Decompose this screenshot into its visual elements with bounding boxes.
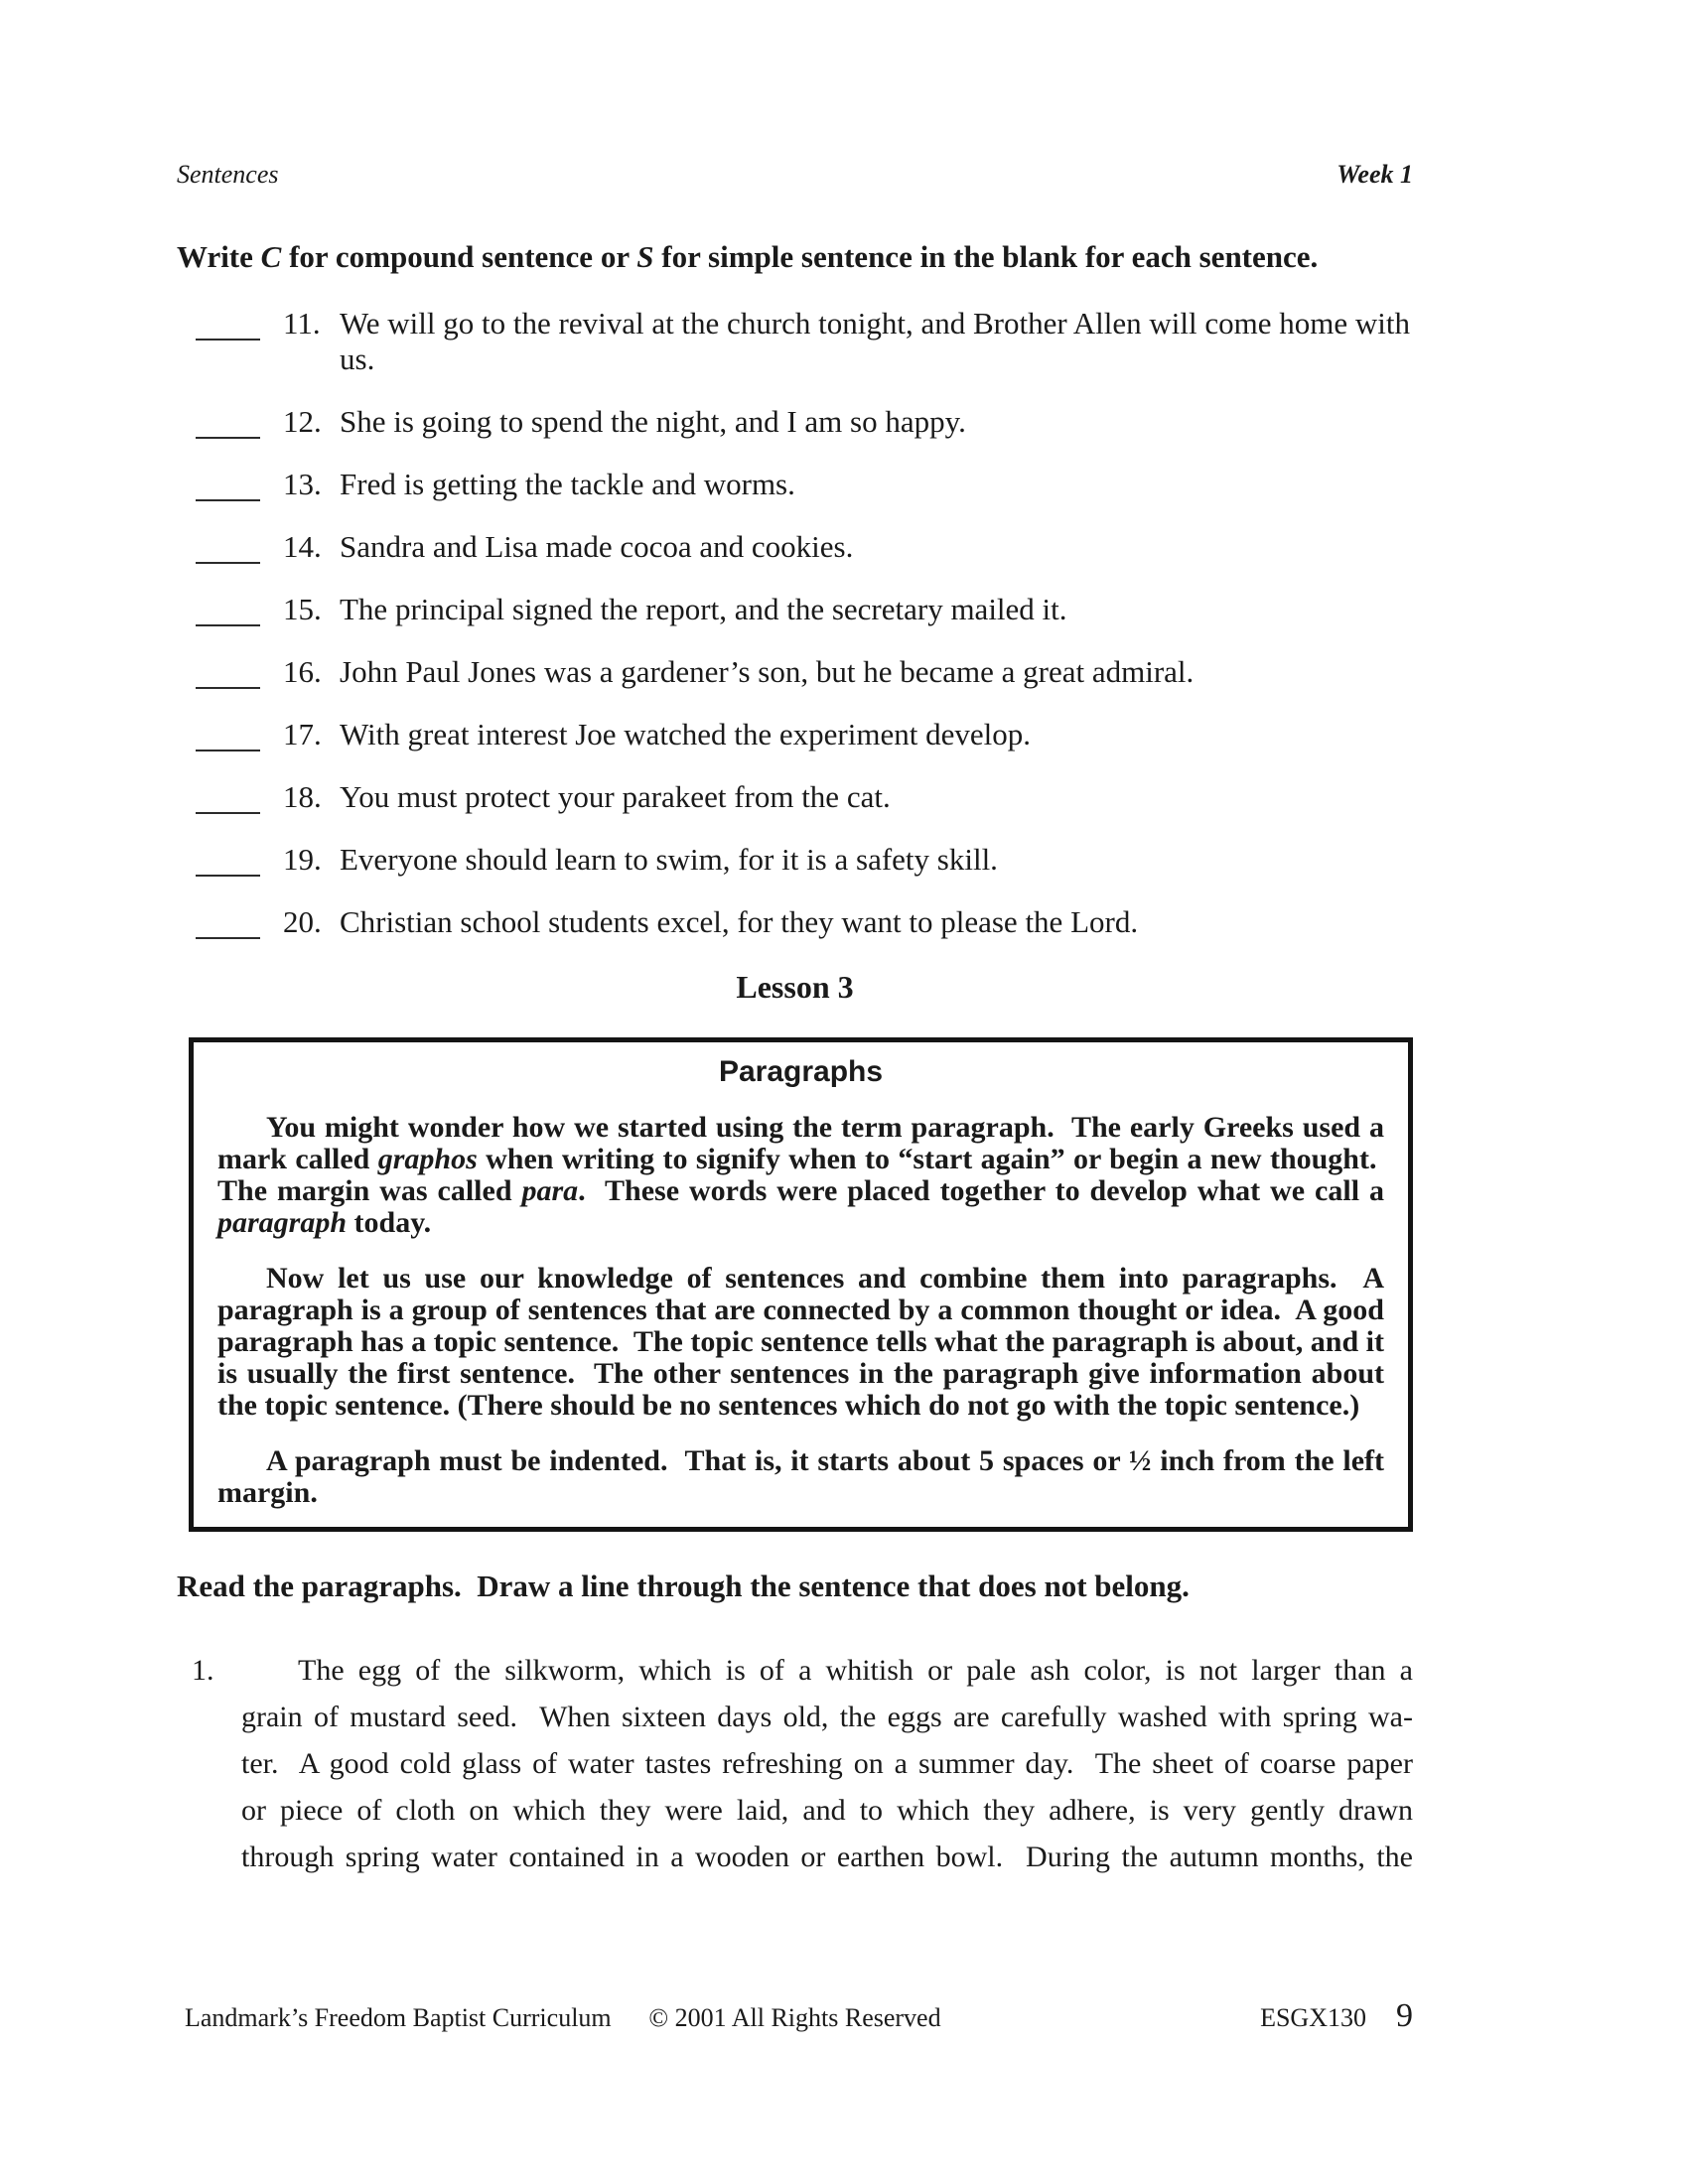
list-item [177,306,1413,377]
italic-term-paragraph: paragraph [217,1206,348,1239]
item-text: The principal signed the report, and the secretary mailed it. [340,592,1067,626]
list-item [177,404,1413,440]
info-box-paragraph-3: A paragraph must be indented. That is, it starts about 5 spaces or ½ inch from the left margin. [217,1444,1384,1509]
item-number: 16. [283,654,322,689]
item-text: John Paul Jones was a gardener’s son, but he became a great admiral. [340,654,1195,689]
item-number: 20. [283,904,322,939]
item-text: We will go to the revival at the church tonight, and Brother Allen will come home with us. [340,306,1410,376]
item-text: She is going to spend the night, and I am so happy. [340,404,966,439]
compound-sentence-instruction [177,238,1413,276]
item-text: With great interest Joe watched the experiment develop. [340,717,1031,751]
item-text: Christian school students excel, for they want to please the Lord. [340,904,1139,939]
letter-c: C [260,239,282,274]
instruction-text: for simple sentence in the blank for each sentence. [653,239,1319,274]
letter-s: S [636,239,654,274]
list-item [177,654,1413,690]
item-text: You must protect your parakeet from the cat. [340,779,891,814]
answer-blank [196,717,260,751]
item-number: 11. [283,306,321,341]
answer-blank [196,467,260,501]
item-number: 14. [283,529,322,564]
footer-course-code: ESGX130 [1260,2003,1366,2032]
paragraph-line: through spring water contained in a wooden or earthen bowl. During the autumn months, the [241,1841,1413,1873]
item-number: 15. [283,592,322,626]
paragraph-body [241,1647,1413,1880]
list-item [177,779,1413,815]
answer-blank [196,654,260,689]
answer-blank [196,779,260,814]
exercise-list [177,306,1413,940]
item-number: 12. [283,404,322,439]
list-item [177,529,1413,565]
list-item [177,842,1413,878]
list-item [177,717,1413,752]
paragraph-text: today. [347,1206,432,1239]
list-item [177,467,1413,502]
footer-copyright: © 2001 All Rights Reserved [648,2003,941,2032]
item-number: 17. [283,717,322,751]
header-week-label: Week 1 [1336,160,1413,189]
paragraph-exercise [177,1647,1413,1880]
answer-blank [196,529,260,564]
info-box-paragraph-1 [217,1112,1384,1239]
info-box-title: Paragraphs [718,1055,884,1088]
item-number: 18. [283,779,322,814]
answer-blank [196,842,260,877]
page-header [177,159,1413,191]
item-number: 19. [283,842,322,877]
read-paragraphs-instruction: Read the paragraphs. Draw a line through the sentence that does not belong. [177,1569,1190,1603]
footer-publisher: Landmark’s Freedom Baptist Curriculum [185,2003,612,2032]
paragraphs-info-box [189,1037,1413,1532]
paragraph-line: ter. A good cold glass of water tastes refreshing on a summer day. The sheet of coarse paper [241,1747,1413,1780]
footer-right [1260,1997,1413,2035]
instruction-text: for compound sentence or [281,239,637,274]
instruction-text: Write [177,239,261,274]
italic-term-graphos: graphos [377,1143,478,1175]
footer-page-number: 9 [1396,1997,1413,2034]
list-item [177,904,1413,940]
paragraph-text: You might wonder how we started using the term paragraph. The early Greeks used a mark called [217,1111,1384,1175]
lesson-heading: Lesson 3 [736,969,854,1005]
page-content [177,159,1413,1880]
item-text: Sandra and Lisa made cocoa and cookies. [340,529,854,564]
paragraph-line: grain of mustard seed. When sixteen days old, the eggs are carefully washed with spring wa- [241,1701,1413,1733]
answer-blank [196,306,260,341]
paragraph-number: 1. [192,1654,214,1687]
answer-blank [196,404,260,439]
paragraph-text: . These words were placed together to develop what we call a [578,1174,1384,1207]
answer-blank [196,904,260,939]
paragraph-line: or piece of cloth on which they were laid, and to which they adhere, is very gently drawn [241,1794,1413,1827]
paragraph-line: The egg of the silkworm, which is of a whitish or pale ash color, is not larger than a [298,1654,1413,1687]
answer-blank [196,592,260,626]
item-text: Everyone should learn to swim, for it is a safety skill. [340,842,998,877]
info-box-paragraph-2: Now let us use our knowledge of sentences and combine them into paragraphs. A paragraph is a group of sentences that are connected by a common thought or idea. A good paragraph has a topic sentence. The topic sentence tells what the paragraph is about, and it is usually the first sentence. The other sentences in the paragraph give information about the topic sentence. (There should be no sentences which do not go with the topic sentence.) [217,1262,1384,1422]
paragraph-text: when writing to signify when to “start again” or begin a new thought. The margin was called [217,1143,1384,1207]
italic-term-para: para [521,1174,579,1207]
item-number: 13. [283,467,322,501]
item-text: Fred is getting the tackle and worms. [340,467,795,501]
list-item [177,592,1413,627]
header-section-title: Sentences [177,160,279,189]
